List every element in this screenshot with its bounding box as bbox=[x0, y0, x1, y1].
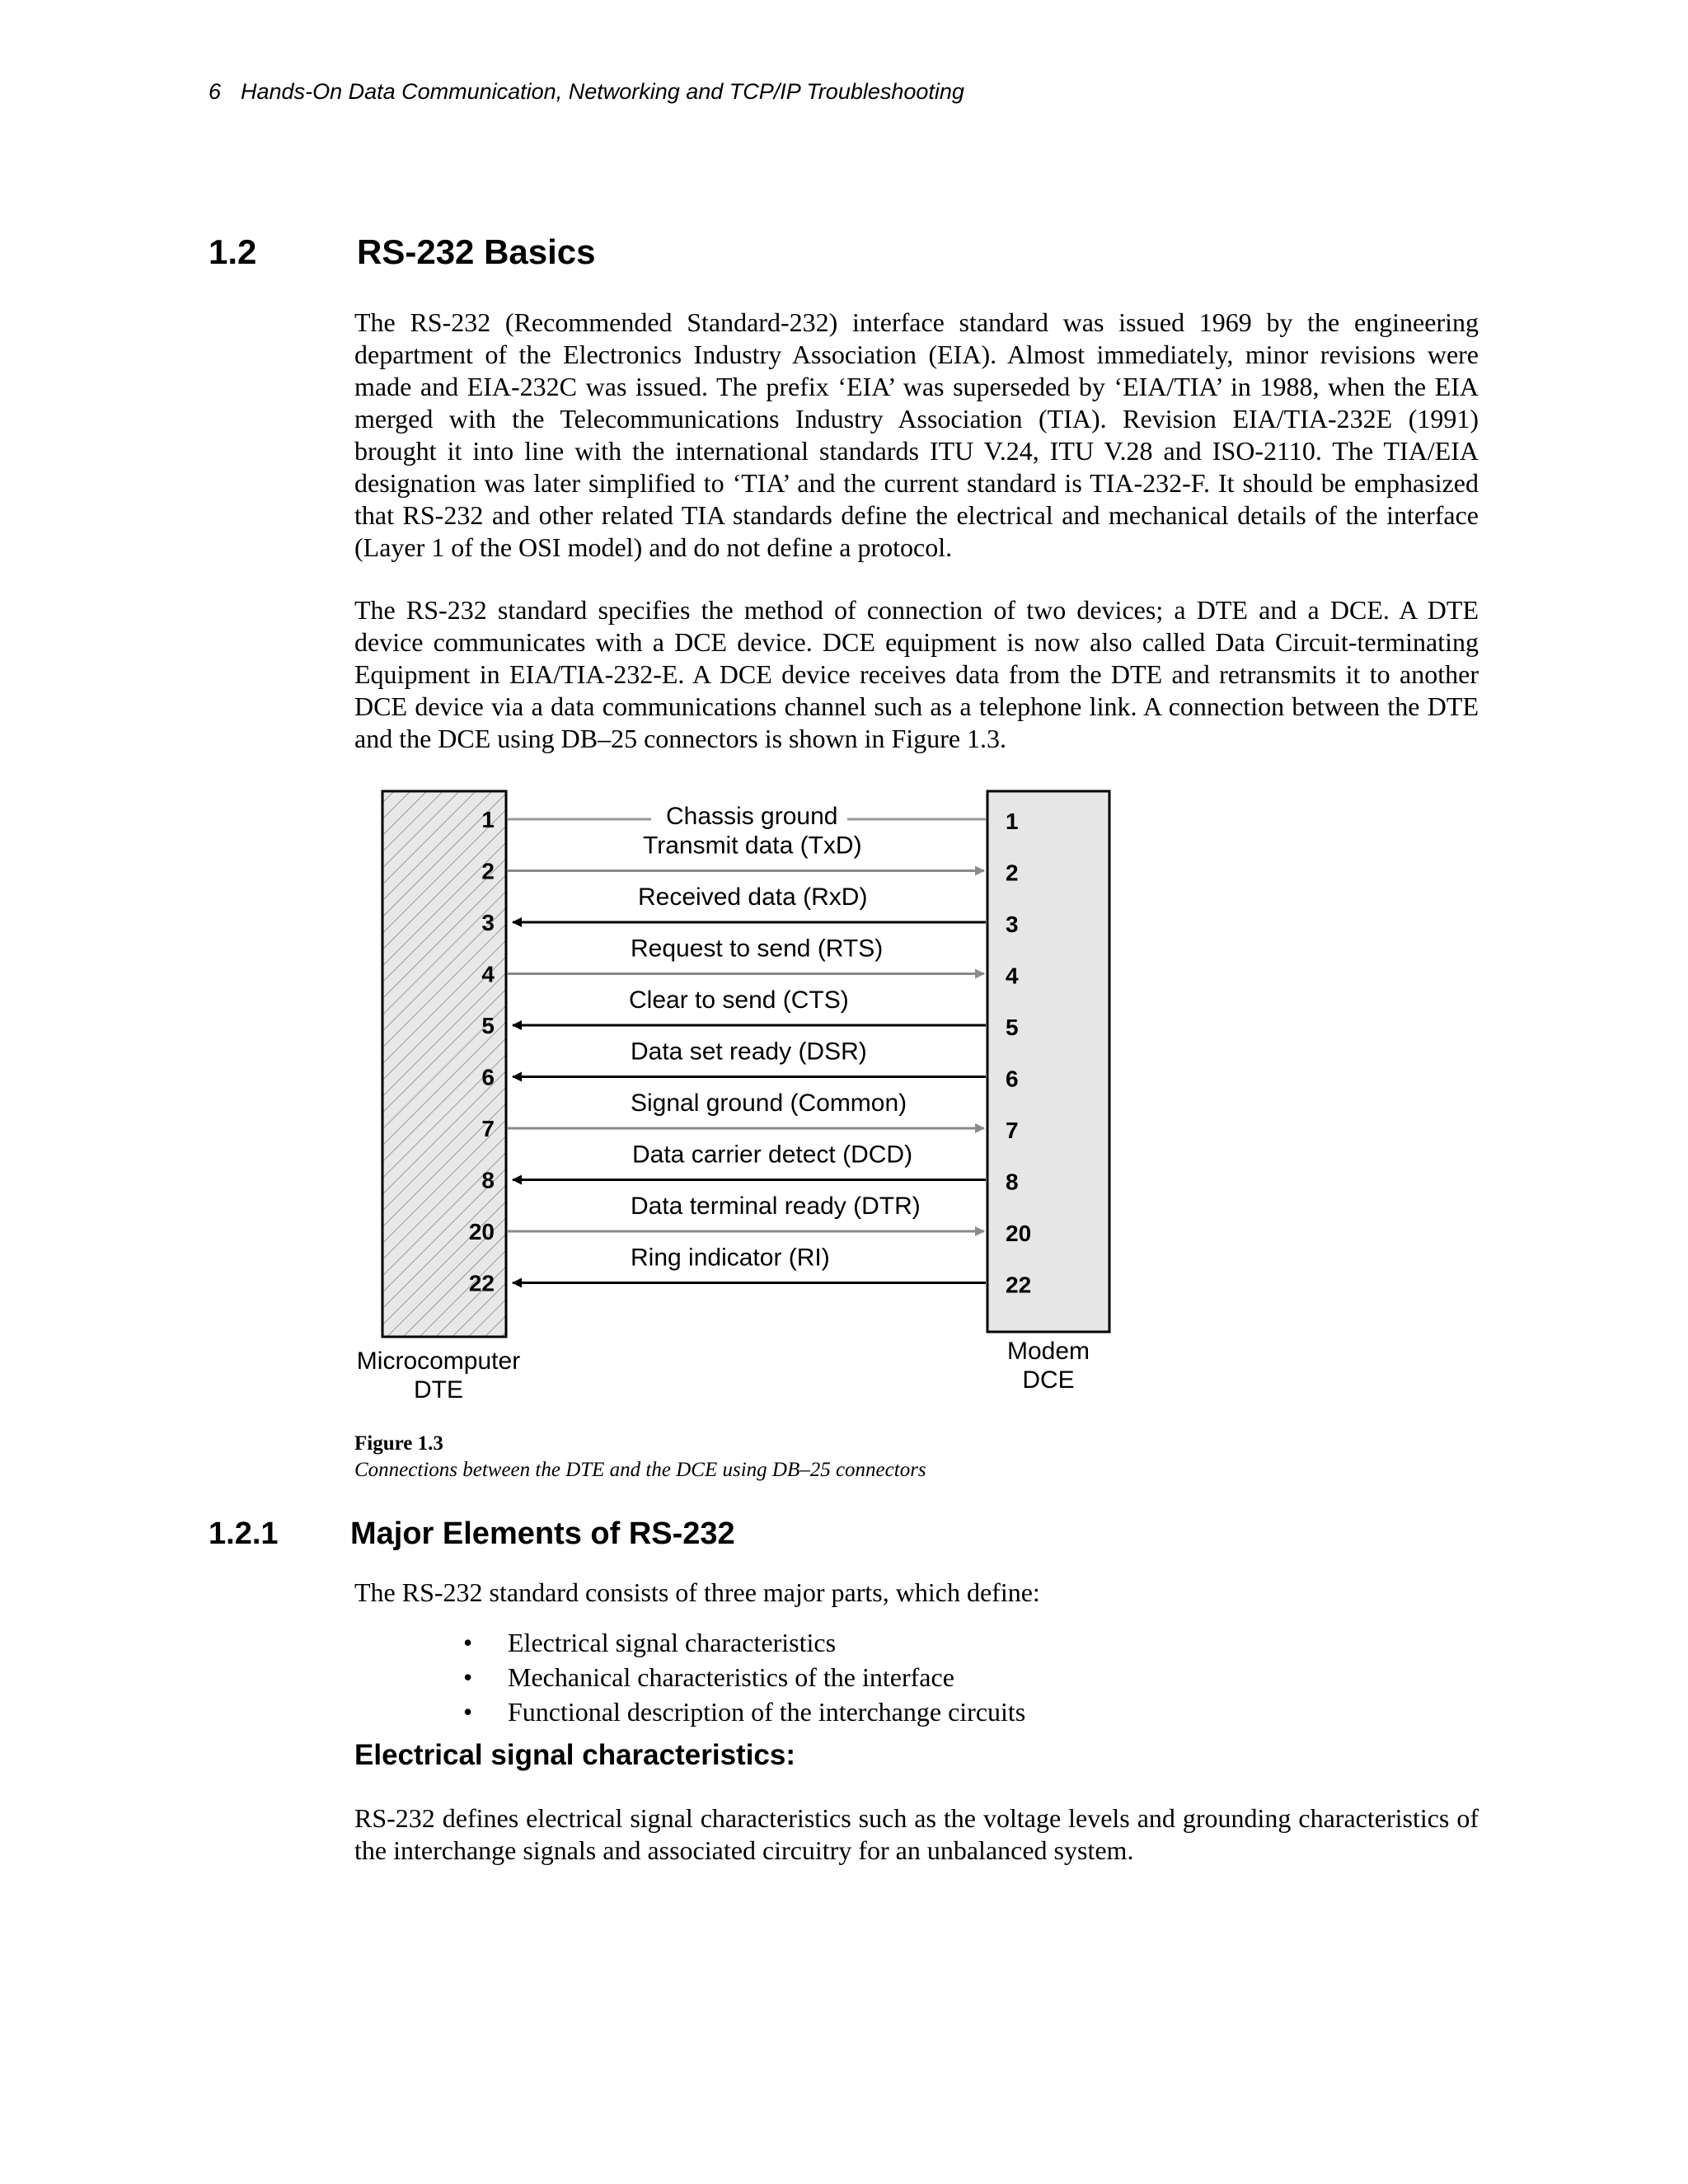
dce-pin-number: 20 bbox=[1006, 1221, 1032, 1246]
dce-pin-number: 3 bbox=[1006, 912, 1019, 937]
signal-label: Data carrier detect (DCD) bbox=[632, 1141, 913, 1169]
list-item bbox=[463, 1625, 1025, 1660]
section-number: 1.2 bbox=[209, 232, 257, 271]
signal-row-pin-8 bbox=[481, 1141, 1018, 1195]
dce-pin-number: 4 bbox=[1006, 963, 1019, 989]
dte-pin-number: 6 bbox=[481, 1064, 495, 1090]
signal-label: Ring indicator (RI) bbox=[631, 1244, 830, 1272]
signal-label: Request to send (RTS) bbox=[631, 935, 884, 963]
dce-label-line1: Modem bbox=[1006, 1338, 1090, 1365]
signal-row-pin-3 bbox=[481, 883, 1018, 937]
dce-pin-number: 1 bbox=[1006, 808, 1019, 834]
signal-label: Transmit data (TxD) bbox=[643, 832, 862, 860]
dce-pin-number: 6 bbox=[1006, 1066, 1019, 1092]
paragraph-dte-dce: The RS-232 standard specifies the method of connection of two devices; a DTE and a DCE. A DTE device communicates with a DCE device. DCE equipment is now also called Data Circuit-terminating Equipment in EIA/TIA-232-E. A DCE device receives data from the DTE and retransmits it to another DCE device via a data communications channel such as a telephone link. A connection between the DTE and the DCE using DB–25 connectors is shown in Figure 1.3. bbox=[354, 595, 1479, 753]
dte-pin-number: 5 bbox=[481, 1013, 495, 1038]
paragraph-major-parts: The RS-232 standard consists of three major parts, which define: bbox=[354, 1577, 1040, 1607]
dte-pin-number: 8 bbox=[481, 1167, 495, 1193]
section-title: RS-232 Basics bbox=[357, 232, 596, 271]
figure-number: Figure 1.3 bbox=[354, 1432, 443, 1455]
signal-row-pin-7 bbox=[481, 1090, 1018, 1143]
signal-row-pin-2 bbox=[481, 832, 1018, 886]
figure-db25-connections bbox=[354, 781, 1113, 1408]
dce-label-line2: DCE bbox=[1022, 1366, 1075, 1394]
signal-label: Chassis ground bbox=[666, 803, 838, 830]
dce-pin-number: 7 bbox=[1006, 1118, 1019, 1143]
list-item bbox=[463, 1694, 1025, 1729]
signal-row-pin-5 bbox=[481, 987, 1018, 1040]
dte-label-line1: Microcomputer bbox=[356, 1347, 521, 1375]
signal-row-pin-1 bbox=[481, 803, 1018, 834]
dce-pin-number: 2 bbox=[1006, 860, 1019, 886]
bullet-icon: • bbox=[463, 1662, 473, 1692]
subsection-title: Major Elements of RS-232 bbox=[350, 1516, 735, 1551]
dte-pin-number: 3 bbox=[481, 910, 495, 935]
signal-row-pin-4 bbox=[481, 935, 1019, 989]
list-item-text: Electrical signal characteristics bbox=[508, 1628, 837, 1657]
dte-pin-number: 2 bbox=[481, 858, 495, 884]
dte-pin-number: 22 bbox=[468, 1270, 495, 1296]
dce-pin-number: 5 bbox=[1006, 1015, 1019, 1040]
dte-pin-number: 1 bbox=[481, 807, 495, 832]
signal-row-pin-22 bbox=[469, 1244, 1031, 1298]
list-item bbox=[463, 1660, 1025, 1694]
dte-pin-number: 7 bbox=[481, 1116, 495, 1141]
figure-caption-text: Connections between the DTE and the DCE using DB–25 connectors bbox=[354, 1459, 926, 1481]
paragraph-rs232-history: The RS-232 (Recommended Standard-232) interface standard was issued 1969 by the engineering department of the Electronics Industry Association (EIA). Almost immediately, minor revisions were made and EIA-232C was issued. The prefix ‘EIA’ was superseded by ‘EIA/TIA’ in 1988, when the EIA merged with the Telecommunications Industry Association (TIA). Revision EIA/TIA-232E (1991) brought it into line with the international standards ITU V.24, ITU V.28 and ISO-2110. The TIA/EIA designation was later simplified to ‘TIA’ and the current standard is TIA-232-F. It should be emphasized that RS-232 and other related TIA standards define the electrical and mechanical details of the interface (Layer 1 of the OSI model) and do not define a protocol. bbox=[354, 307, 1479, 562]
list-item-text: Functional description of the interchange circuits bbox=[508, 1697, 1026, 1727]
signal-row-pin-20 bbox=[469, 1193, 1031, 1246]
list-item-text: Mechanical characteristics of the interface bbox=[508, 1662, 954, 1692]
bullet-icon: • bbox=[463, 1697, 473, 1727]
dce-pin-number: 22 bbox=[1006, 1272, 1032, 1298]
dte-label-line2: DTE bbox=[414, 1376, 463, 1404]
subsection-number: 1.2.1 bbox=[209, 1516, 279, 1551]
subheading-electrical: Electrical signal characteristics: bbox=[354, 1739, 795, 1771]
paragraph-electrical: RS-232 defines electrical signal characteristics such as the voltage levels and grounding characteristics of the interchange signals and associated circuitry for an unbalanced system. bbox=[354, 1803, 1479, 1865]
signal-label: Received data (RxD) bbox=[638, 883, 868, 911]
signal-label: Data terminal ready (DTR) bbox=[631, 1193, 921, 1220]
connection-diagram bbox=[354, 781, 1113, 1408]
figure-caption bbox=[354, 1431, 926, 1483]
bullet-list bbox=[463, 1625, 1025, 1729]
bullet-icon: • bbox=[463, 1628, 473, 1657]
signal-label: Signal ground (Common) bbox=[631, 1090, 907, 1117]
section-heading bbox=[209, 232, 596, 272]
signal-row-pin-6 bbox=[481, 1038, 1018, 1092]
book-title: Hands-On Data Communication, Networking and TCP/IP Troubleshooting bbox=[241, 79, 964, 104]
dte-pin-number: 4 bbox=[481, 961, 495, 987]
running-header bbox=[209, 79, 964, 105]
dce-pin-number: 8 bbox=[1006, 1169, 1019, 1195]
signal-label: Clear to send (CTS) bbox=[629, 987, 849, 1014]
subsection-heading bbox=[209, 1516, 735, 1552]
signal-label: Data set ready (DSR) bbox=[631, 1038, 867, 1066]
page-number: 6 bbox=[209, 79, 222, 104]
dte-pin-number: 20 bbox=[468, 1219, 495, 1244]
